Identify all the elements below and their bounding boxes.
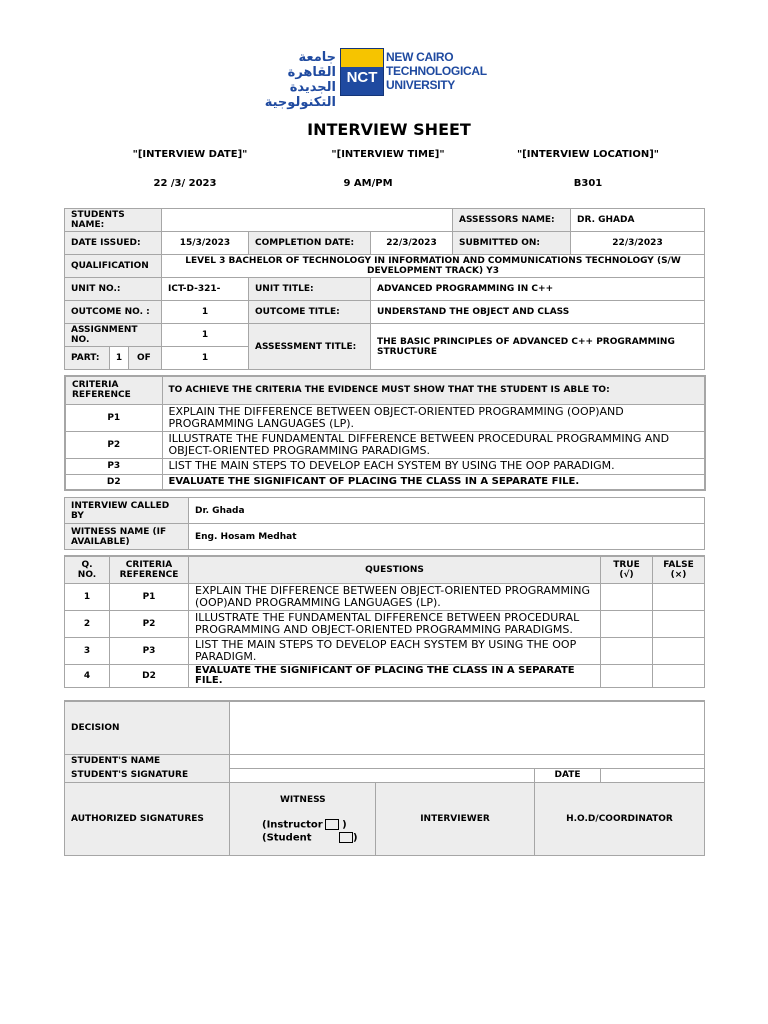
date-issued-value: 15/3/2023: [162, 232, 249, 255]
completion-date-value: 22/3/2023: [371, 232, 453, 255]
part-cell: [65, 347, 162, 370]
assignment-info-table: [64, 208, 705, 370]
instructor-label: (Instructor: [262, 819, 323, 830]
interview-called-by-label: INTERVIEW CALLED BY: [65, 498, 189, 524]
false-check-cell[interactable]: [653, 610, 705, 637]
questions-header: QUESTIONS: [189, 556, 601, 583]
interview-date-value: 22 /3/ 2023: [153, 178, 217, 189]
date-label: DATE: [535, 768, 601, 782]
true-check-cell[interactable]: [601, 583, 653, 610]
submitted-on-value: 22/3/2023: [571, 232, 705, 255]
false-header: FALSE (×): [653, 556, 705, 583]
date-field[interactable]: [601, 768, 705, 782]
students-name-field[interactable]: [162, 209, 453, 232]
question-text: EVALUATE THE SIGNIFICANT OF PLACING THE CLASS IN A SEPARATE FILE.: [189, 664, 601, 687]
qualification-value: LEVEL 3 BACHELOR OF TECHNOLOGY IN INFORMATION AND COMMUNICATIONS TECHNOLOGY (S/W DEVELOPMENT TRACK) Y3: [162, 255, 705, 278]
witness-name-value: Eng. Hosam Medhat: [189, 524, 705, 550]
question-ref: P2: [110, 610, 189, 637]
witness-label: WITNESS: [280, 794, 326, 805]
interview-time-header: "[INTERVIEW TIME]": [331, 149, 445, 160]
instructor-checkbox[interactable]: [325, 819, 339, 830]
qualification-label: QUALIFICATION: [65, 255, 162, 278]
unit-no-label: UNIT NO.:: [65, 278, 162, 301]
outcome-title-label: OUTCOME TITLE:: [249, 301, 371, 324]
question-ref: P3: [110, 637, 189, 664]
criteria-text: EVALUATE THE SIGNIFICANT OF PLACING THE CLASS IN A SEPARATE FILE.: [162, 474, 705, 490]
student-signature-label: STUDENT'S SIGNATURE: [65, 768, 230, 782]
question-number: 3: [65, 637, 110, 664]
student-name-label: STUDENT'S NAME: [65, 754, 230, 768]
student-label: (Student: [262, 832, 312, 844]
true-check-cell[interactable]: [601, 637, 653, 664]
logo-arabic-text: جامعة القاهرة الجديدة التكنولوجية: [264, 50, 336, 110]
hod-coordinator-label: H.O.D/COORDINATOR: [535, 782, 705, 855]
students-name-label: STUDENTS NAME:: [65, 209, 162, 232]
outcome-no-value: 1: [162, 301, 249, 324]
question-ref: P1: [110, 583, 189, 610]
decision-field[interactable]: [230, 701, 705, 754]
unit-no-value: ICT-D-321-: [162, 278, 249, 301]
criteria-ref: P1: [65, 404, 162, 431]
student-signature-field[interactable]: [230, 768, 535, 782]
question-number: 4: [65, 664, 110, 687]
question-number: 1: [65, 583, 110, 610]
interview-location-header: "[INTERVIEW LOCATION]": [516, 149, 660, 160]
of-label: OF: [137, 353, 151, 363]
criteria-table: [64, 375, 706, 491]
question-text: ILLUSTRATE THE FUNDAMENTAL DIFFERENCE BETWEEN PROCEDURAL PROGRAMMING AND OBJECT-ORIENTED PROGRAMMING PARADIGMS.: [189, 610, 601, 637]
decision-table: [64, 700, 705, 856]
criteria-text: LIST THE MAIN STEPS TO DEVELOP EACH SYSTEM BY USING THE OOP PARADIGM.: [162, 458, 705, 474]
logo-english-text: NEW CAIRO TECHNOLOGICAL UNIVERSITY: [386, 50, 487, 92]
decision-label: DECISION: [65, 701, 230, 754]
outcome-title-value: UNDERSTAND THE OBJECT AND CLASS: [371, 301, 705, 324]
interview-location-value: B301: [573, 178, 603, 189]
question-ref: D2: [110, 664, 189, 687]
true-header: TRUE (√): [601, 556, 653, 583]
assessors-name-value: DR. GHADA: [571, 209, 705, 232]
completion-date-label: COMPLETION DATE:: [249, 232, 371, 255]
question-text: EXPLAIN THE DIFFERENCE BETWEEN OBJECT-ORIENTED PROGRAMMING (OOP)AND PROGRAMMING LANGUAGES (LP).: [189, 583, 601, 610]
part-label: PART:: [71, 353, 100, 363]
assessors-name-label: ASSESSORS NAME:: [453, 209, 571, 232]
criteria-ref: P2: [65, 431, 162, 458]
student-name-field[interactable]: [230, 754, 705, 768]
criteria-ref-header: CRITERIA REFERENCE: [65, 376, 162, 404]
questions-table: [64, 555, 705, 688]
question-text: LIST THE MAIN STEPS TO DEVELOP EACH SYSTEM BY USING THE OOP PARADIGM.: [189, 637, 601, 664]
true-check-cell[interactable]: [601, 664, 653, 687]
witness-cell[interactable]: WITNESS (Instructor ) (Student ): [230, 782, 376, 855]
criteria-desc-header: TO ACHIEVE THE CRITERIA THE EVIDENCE MUST SHOW THAT THE STUDENT IS ABLE TO:: [162, 376, 705, 404]
outcome-no-label: OUTCOME NO. :: [65, 301, 162, 324]
false-check-cell[interactable]: [653, 583, 705, 610]
page-title: INTERVIEW SHEET: [307, 120, 471, 139]
interview-date-header: "[INTERVIEW DATE]": [132, 149, 248, 160]
witness-name-label: WITNESS NAME (IF AVAILABLE): [65, 524, 189, 550]
criteria-text: ILLUSTRATE THE FUNDAMENTAL DIFFERENCE BETWEEN PROCEDURAL PROGRAMMING AND OBJECT-ORIENTED PROGRAMMING PARADIGMS.: [162, 431, 705, 458]
unit-title-label: UNIT TITLE:: [249, 278, 371, 301]
of-value: 1: [162, 347, 249, 370]
criteria-ref: D2: [65, 474, 162, 490]
question-number: 2: [65, 610, 110, 637]
assessment-title-label: ASSESSMENT TITLE:: [249, 324, 371, 370]
assignment-no-label: ASSIGNMENT NO.: [65, 324, 162, 347]
date-issued-label: DATE ISSUED:: [65, 232, 162, 255]
logo-emblem: NCT: [340, 48, 384, 96]
submitted-on-label: SUBMITTED ON:: [453, 232, 571, 255]
false-check-cell[interactable]: [653, 637, 705, 664]
qno-header: Q. NO.: [65, 556, 110, 583]
assessment-title-value: THE BASIC PRINCIPLES OF ADVANCED C++ PROGRAMMING STRUCTURE: [371, 324, 705, 370]
interview-called-by-value: Dr. Ghada: [189, 498, 705, 524]
unit-title-value: ADVANCED PROGRAMMING IN C++: [371, 278, 705, 301]
criteria-text: EXPLAIN THE DIFFERENCE BETWEEN OBJECT-ORIENTED PROGRAMMING (OOP)AND PROGRAMMING LANGUAGES (LP).: [162, 404, 705, 431]
student-checkbox[interactable]: [339, 832, 353, 843]
true-check-cell[interactable]: [601, 610, 653, 637]
assignment-no-value: 1: [162, 324, 249, 347]
interview-time-value: 9 AM/PM: [343, 178, 393, 189]
part-value: 1: [109, 347, 129, 369]
interviewer-label: INTERVIEWER: [376, 782, 535, 855]
criteria-ref: P3: [65, 458, 162, 474]
question-ref-header: CRITERIA REFERENCE: [110, 556, 189, 583]
false-check-cell[interactable]: [653, 664, 705, 687]
authorized-signatures-label: AUTHORIZED SIGNATURES: [65, 782, 230, 855]
interview-people-table: [64, 497, 705, 550]
